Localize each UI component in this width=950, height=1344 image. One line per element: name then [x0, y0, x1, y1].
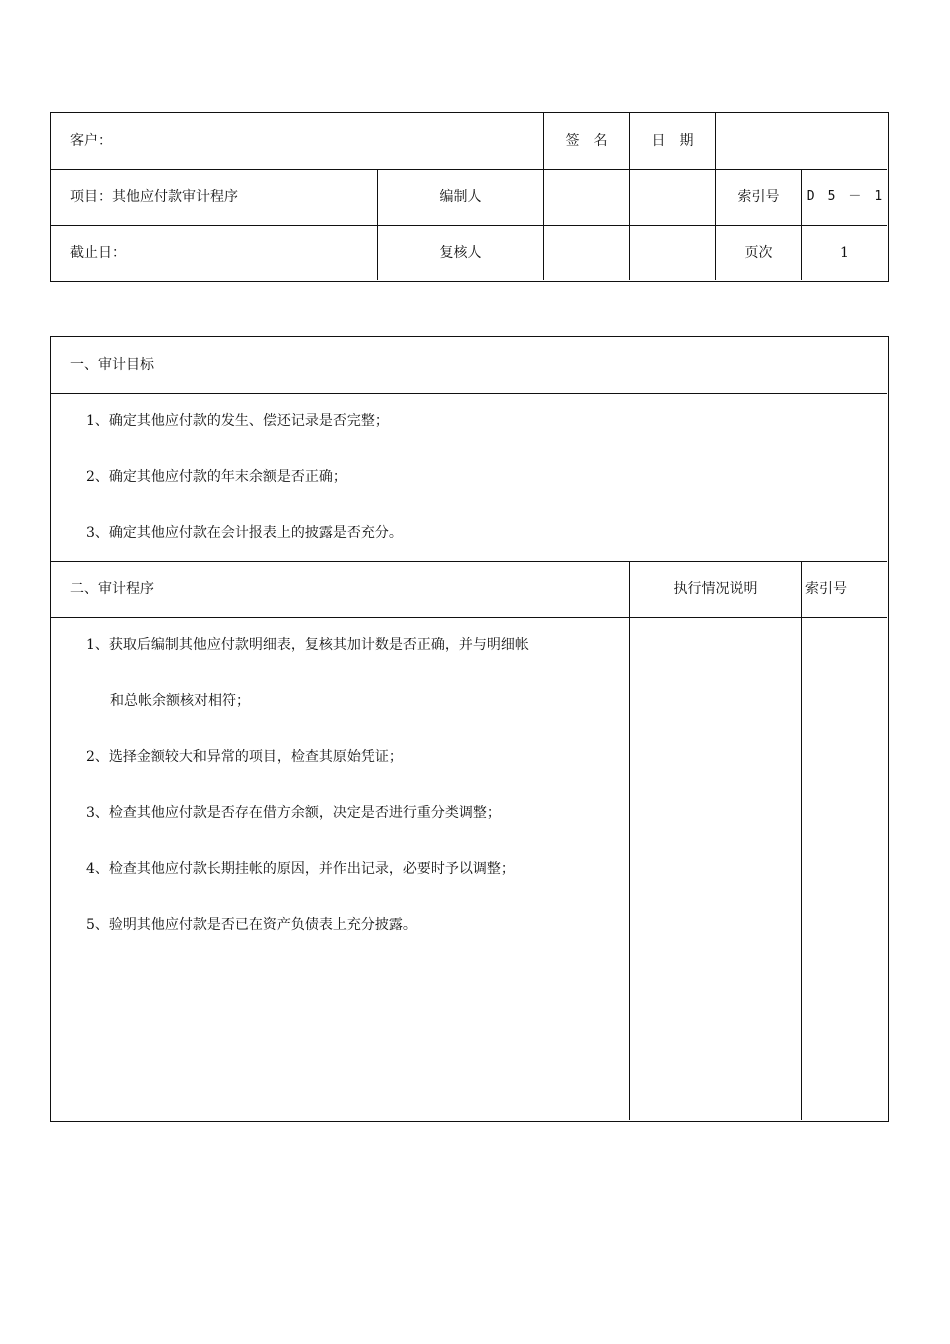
procedure-item: 3、检查其他应付款是否存在借方余额，决定是否进行重分类调整；	[86, 805, 501, 821]
objective-item: 2、确定其他应付款的年末余额是否正确；	[86, 469, 347, 485]
index-header: 索引号	[805, 581, 847, 597]
procedure-item: 1、获取后编制其他应付款明细表，复核其加计数是否正确，并与明细帐	[86, 637, 529, 653]
exec-header: 执行情况说明	[673, 581, 758, 597]
procedures-title: 二、审计程序	[70, 581, 154, 597]
header-table	[50, 112, 889, 282]
preparer-label: 编制人	[439, 189, 482, 205]
date-label: 日 期	[651, 133, 694, 149]
procedure-item-continuation: 和总帐余额核对相符；	[110, 693, 250, 709]
index-value: D 5 － 1	[806, 189, 883, 204]
cutoff-label: 截止日：	[70, 245, 126, 261]
page-label: 页次	[744, 245, 773, 261]
index-col-divider	[801, 562, 802, 1120]
objective-item: 3、确定其他应付款在会计报表上的披露是否充分。	[86, 525, 403, 541]
exec-col-divider	[629, 562, 630, 1120]
client-label: 客户：	[70, 133, 112, 149]
index-label: 索引号	[737, 189, 780, 205]
section-divider	[51, 561, 887, 562]
objectives-title: 一、审计目标	[70, 357, 154, 373]
sign-label: 签 名	[565, 133, 608, 149]
reviewer-label: 复核人	[439, 245, 482, 261]
header-row-divider	[51, 225, 887, 226]
header-row-divider	[51, 169, 887, 170]
procedure-item: 2、选择金额较大和异常的项目，检查其原始凭证；	[86, 749, 403, 765]
project-label: 项目：其他应付款审计程序	[70, 189, 238, 205]
procedures-title-divider	[51, 617, 887, 618]
objectives-title-divider	[51, 393, 887, 394]
objective-item: 1、确定其他应付款的发生、偿还记录是否完整；	[86, 413, 389, 429]
audit-table	[50, 336, 889, 1122]
procedure-item: 5、验明其他应付款是否已在资产负债表上充分披露。	[86, 917, 417, 933]
procedure-item: 4、检查其他应付款长期挂帐的原因，并作出记录，必要时予以调整；	[86, 861, 515, 877]
page-value: 1	[840, 245, 849, 261]
